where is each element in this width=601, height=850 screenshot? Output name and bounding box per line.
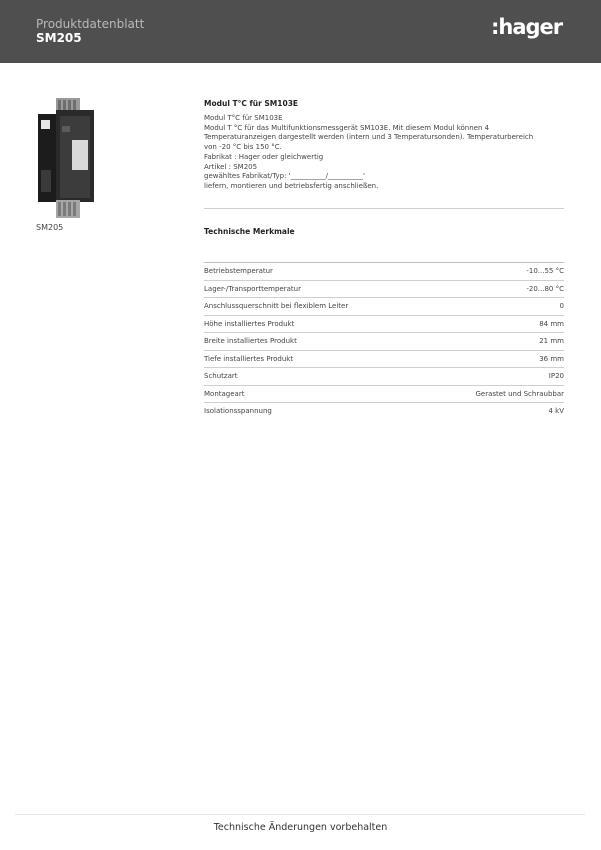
spec-value: 21 mm [427, 333, 564, 351]
spec-label: Isolationsspannung [204, 403, 427, 420]
specs-table [204, 262, 564, 420]
spec-value: 36 mm [427, 350, 564, 368]
spec-value: -10...55 °C [427, 263, 564, 281]
product-description [204, 99, 564, 192]
table-row [204, 315, 564, 333]
footer-divider [15, 814, 585, 815]
spec-label: Betriebstemperatur [204, 263, 427, 281]
product-name: Modul T°C für SM103E [204, 99, 299, 108]
description-line: Modul T °C für das Multifunktionsmessgerät SM103E. Mit diesem Modul können 4 [204, 123, 490, 132]
spec-value: -20...80 °C [427, 280, 564, 298]
document-type: Produktdatenblatt [36, 17, 145, 31]
spec-label: Schutzart [204, 368, 427, 386]
spec-label: Breite installiertes Produkt [204, 333, 427, 351]
hager-logo: :hager [491, 15, 563, 39]
table-row [204, 298, 564, 316]
spec-value: 0 [427, 298, 564, 316]
image-caption: SM205 [36, 223, 64, 232]
table-row [204, 333, 564, 351]
description-line: gewähltes Fabrikat/Typ: '__________/__________' [204, 172, 365, 181]
description-line: Temperaturanzeigen dargestellt werden (intern und 3 Temperatursonden). Temperaturbereich [204, 133, 534, 142]
spec-label: Lager-/Transporttemperatur [204, 280, 427, 298]
spec-label: Anschlussquerschnitt bei flexiblem Leiter [204, 298, 427, 316]
product-module-image [36, 96, 98, 220]
spec-value: IP20 [427, 368, 564, 386]
page-header [0, 0, 601, 63]
spec-label: Montageart [204, 385, 427, 403]
specs-title: Technische Merkmale [204, 227, 295, 236]
description-line: Artikel : SM205 [204, 162, 258, 171]
table-row [204, 350, 564, 368]
description-line: Modul T°C für SM103E [204, 114, 283, 122]
spec-label: Höhe installiertes Produkt [204, 315, 427, 333]
table-row [204, 403, 564, 420]
section-divider [204, 208, 564, 209]
footer-note: Technische Änderungen vorbehalten [213, 822, 388, 833]
description-line: von -20 °C bis 150 °C. [204, 143, 282, 152]
table-row [204, 263, 564, 281]
description-line: liefern, montieren und betriebsfertig anschließen. [204, 181, 379, 190]
table-row [204, 280, 564, 298]
description-line: Fabrikat : Hager oder gleichwertig [204, 152, 324, 161]
spec-value: 4 kV [427, 403, 564, 420]
table-row [204, 385, 564, 403]
spec-value: Gerastet und Schraubbar [427, 385, 564, 403]
document-id: SM205 [36, 31, 82, 45]
spec-label: Tiefe installiertes Produkt [204, 350, 427, 368]
table-row [204, 368, 564, 386]
spec-value: 84 mm [427, 315, 564, 333]
